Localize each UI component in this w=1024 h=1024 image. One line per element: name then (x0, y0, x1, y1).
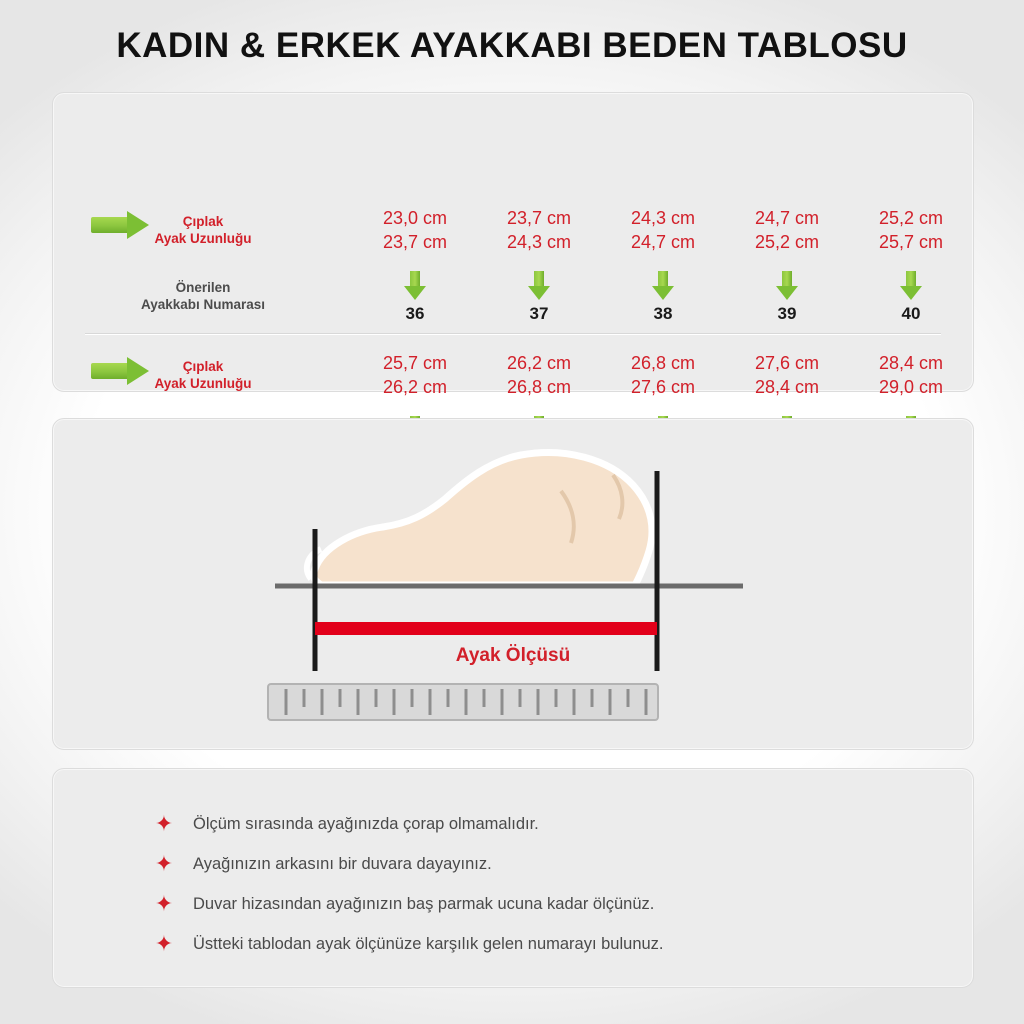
table-cell: 28,4 cm 29,0 cm (878, 353, 944, 397)
tips-card (52, 768, 974, 988)
star-icon: ✦ (154, 891, 174, 916)
row-label-bare-foot-length-2: Çıplak Ayak Uzunluğu (154, 359, 252, 391)
measurement-bar (315, 622, 657, 635)
list-item: ✦ Üstteki tablodan ayak ölçünüze karşılık gelen numarayı bulunuz. (154, 931, 664, 956)
page-title: KADIN & ERKEK AYAKKABI BEDEN TABLOSU (116, 26, 908, 65)
row-label-recommended-size-1: Önerilen Ayakkabı Numarası (140, 280, 266, 312)
foot-illustration-icon (307, 453, 652, 585)
foot-diagram (53, 419, 973, 749)
down-arrow-icon (776, 271, 798, 301)
length-cells-1 (353, 207, 973, 255)
table-row-lengths-2 (53, 343, 973, 409)
table-cell: 23,0 cm 23,7 cm (382, 208, 448, 252)
row-label-bare-foot-length-1: Çıplak Ayak Uzunluğu (154, 214, 252, 246)
size-table (53, 93, 973, 397)
table-cell: 23,7 cm 24,3 cm (506, 208, 572, 252)
down-arrow-icon (900, 271, 922, 301)
table-cell: 39 (725, 271, 849, 324)
size-cells-1 (353, 271, 973, 324)
table-cell: 38 (601, 271, 725, 324)
star-icon: ✦ (154, 811, 174, 836)
measurement-label: Ayak Ölçüsü (455, 645, 571, 666)
table-cell: 25,7 cm 26,2 cm (382, 353, 448, 397)
table-row-lengths-1 (53, 198, 973, 264)
table-cell: 36 (353, 271, 477, 324)
table-cell: 24,3 cm 24,7 cm (630, 208, 696, 252)
length-cells-2 (353, 352, 973, 400)
star-icon: ✦ (154, 851, 174, 876)
star-icon: ✦ (154, 931, 174, 956)
foot-measurement-illustration-card (52, 418, 974, 750)
down-arrow-icon (652, 271, 674, 301)
table-cell: 27,6 cm 28,4 cm (754, 353, 820, 397)
ruler-icon (268, 684, 658, 720)
table-cell: 37 (477, 271, 601, 324)
table-cell: 26,2 cm 26,8 cm (506, 353, 572, 397)
list-item: ✦ Ölçüm sırasında ayağınızda çorap olmamalıdır. (154, 811, 539, 836)
size-table-card (52, 92, 974, 397)
table-cell: 25,2 cm 25,7 cm (878, 208, 944, 252)
table-cell: 40 (849, 271, 973, 324)
table-divider (85, 333, 941, 335)
table-row-sizes-1 (53, 268, 973, 326)
down-arrow-icon (528, 271, 550, 301)
list-item: ✦ Ayağınızın arkasını bir duvara dayayınız. (154, 851, 492, 876)
list-item: ✦ Duvar hizasından ayağınızın baş parmak ucuna kadar ölçünüz. (154, 891, 655, 916)
down-arrow-icon (404, 271, 426, 301)
table-cell: 24,7 cm 25,2 cm (754, 208, 820, 252)
table-cell: 26,8 cm 27,6 cm (630, 353, 696, 397)
